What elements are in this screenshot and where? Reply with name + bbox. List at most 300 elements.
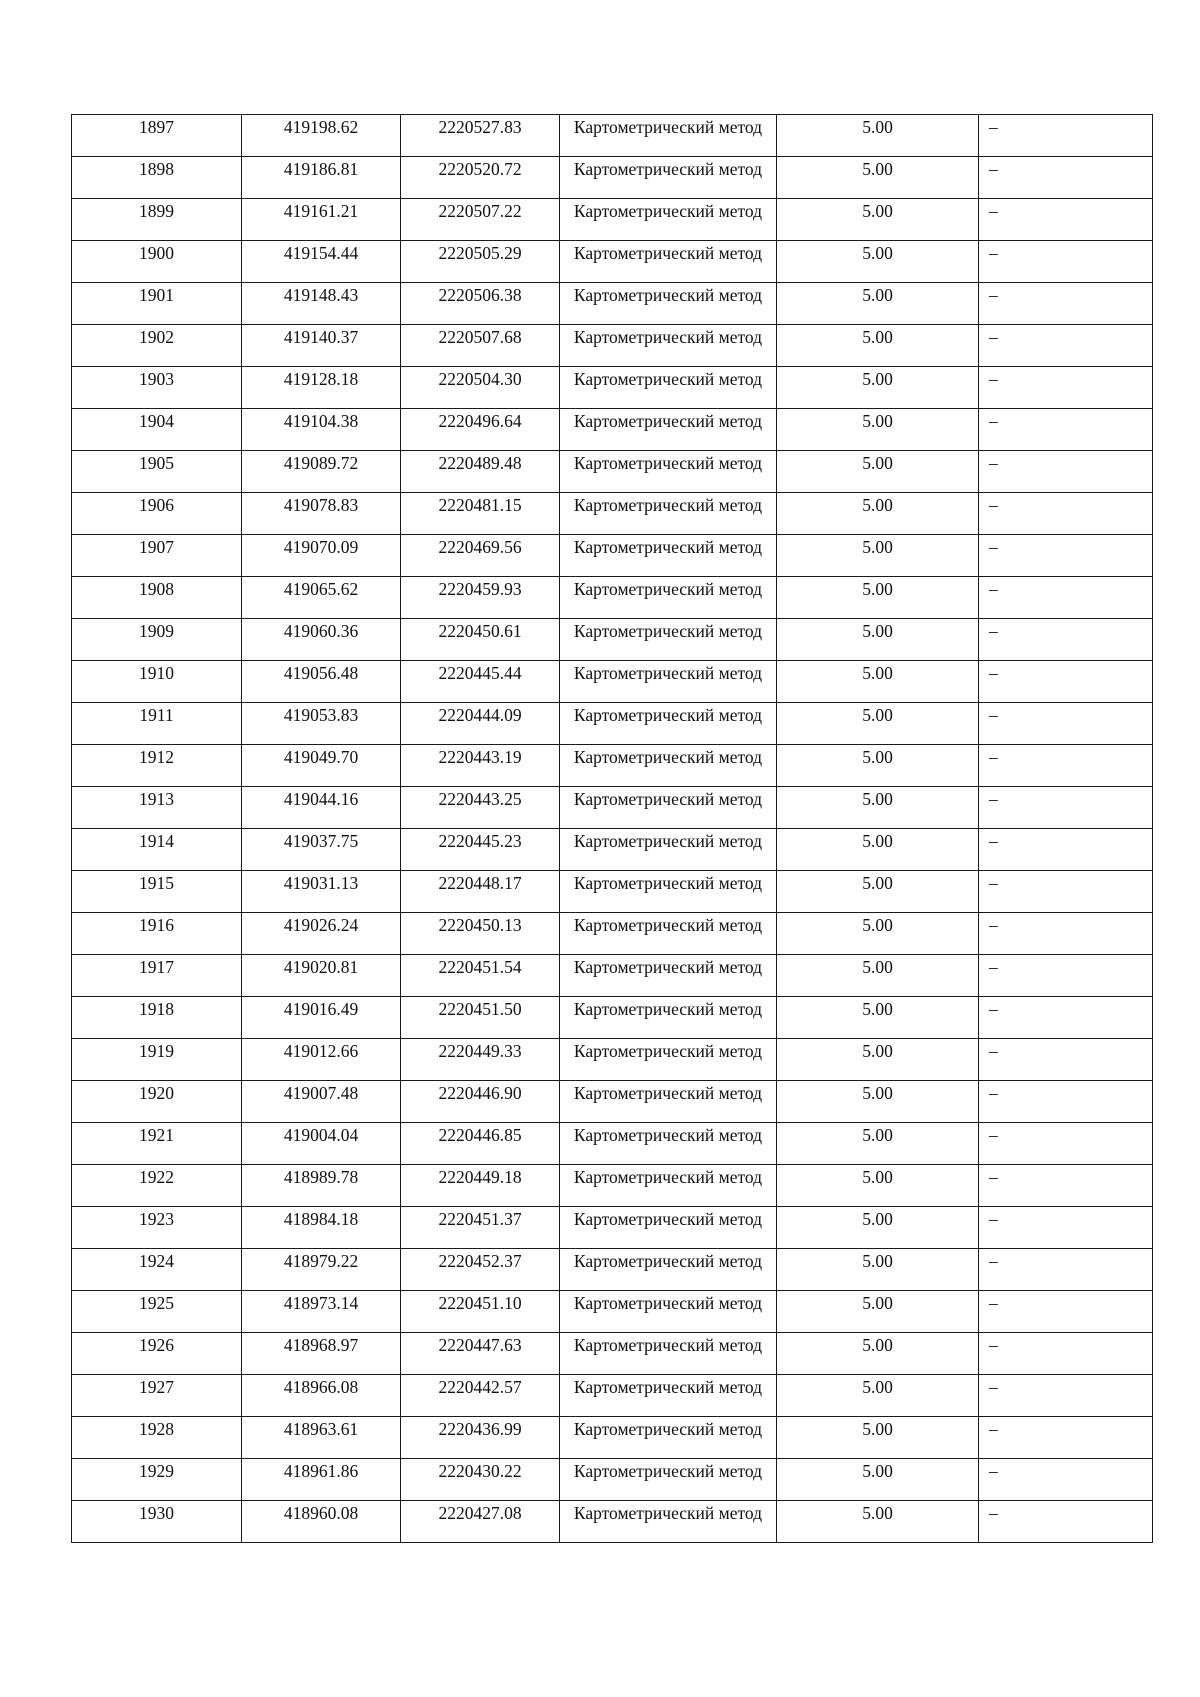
point-number-cell [72,997,242,1039]
point-number-cell [72,535,242,577]
y-coordinate-cell [401,577,560,619]
method-cell [560,1375,777,1417]
method-cell-text: Картометрический метод [573,1503,763,1523]
y-coordinate-cell-text: 2220442.57 [438,1377,522,1397]
accuracy-cell [777,1207,979,1249]
note-cell-text: – [989,1293,998,1313]
accuracy-cell [777,493,979,535]
x-coordinate-cell-text: 419070.09 [283,537,359,557]
note-cell [979,661,1153,703]
y-coordinate-cell-text: 2220451.37 [438,1209,522,1229]
y-coordinate-cell [401,1207,560,1249]
point-number-cell-text: 1921 [139,1125,174,1145]
accuracy-cell-text: 5.00 [862,327,893,347]
y-coordinate-cell-text: 2220448.17 [438,873,522,893]
accuracy-cell [777,1039,979,1081]
point-number-cell-text: 1905 [139,453,174,473]
point-number-cell-text: 1900 [139,243,174,263]
x-coordinate-cell [242,1249,401,1291]
note-cell-text: – [989,579,998,599]
table-row [72,1081,1153,1123]
x-coordinate-cell [242,325,401,367]
y-coordinate-cell [401,1291,560,1333]
method-cell-text: Картометрический метод [573,915,763,935]
x-coordinate-cell-text: 419128.18 [283,369,359,389]
method-cell-text: Картометрический метод [573,957,763,977]
table-row [72,283,1153,325]
table-row [72,1459,1153,1501]
x-coordinate-cell-text: 418968.97 [283,1335,359,1355]
y-coordinate-cell-text: 2220459.93 [438,579,522,599]
method-cell-text: Картометрический метод [573,831,763,851]
y-coordinate-cell [401,1123,560,1165]
table-row [72,241,1153,283]
x-coordinate-cell [242,829,401,871]
y-coordinate-cell [401,451,560,493]
table-row [72,661,1153,703]
point-number-cell-text: 1910 [139,663,174,683]
x-coordinate-cell-text: 419089.72 [283,453,359,473]
x-coordinate-cell-text: 419161.21 [283,201,359,221]
method-cell-text: Картометрический метод [573,453,763,473]
point-number-cell-text: 1902 [139,327,174,347]
y-coordinate-cell-text: 2220430.22 [438,1461,522,1481]
accuracy-cell-text: 5.00 [862,705,893,725]
note-cell-text: – [989,1167,998,1187]
point-number-cell-text: 1898 [139,159,174,179]
x-coordinate-cell [242,619,401,661]
x-coordinate-cell [242,1207,401,1249]
y-coordinate-cell [401,913,560,955]
point-number-cell [72,157,242,199]
method-cell [560,535,777,577]
note-cell-text: – [989,453,998,473]
point-number-cell [72,745,242,787]
method-cell-text: Картометрический метод [573,789,763,809]
accuracy-cell-text: 5.00 [862,159,893,179]
y-coordinate-cell-text: 2220451.10 [438,1293,522,1313]
method-cell [560,1417,777,1459]
accuracy-cell [777,325,979,367]
accuracy-cell [777,787,979,829]
note-cell [979,1165,1153,1207]
y-coordinate-cell [401,1039,560,1081]
accuracy-cell-text: 5.00 [862,1419,893,1439]
note-cell [979,199,1153,241]
point-number-cell-text: 1917 [139,957,174,977]
method-cell [560,871,777,913]
accuracy-cell-text: 5.00 [862,1167,893,1187]
accuracy-cell [777,1123,979,1165]
note-cell-text: – [989,621,998,641]
y-coordinate-cell-text: 2220449.18 [438,1167,522,1187]
method-cell-text: Картометрический метод [573,873,763,893]
point-number-cell-text: 1909 [139,621,174,641]
x-coordinate-cell [242,1039,401,1081]
point-number-cell [72,1249,242,1291]
point-number-cell [72,1165,242,1207]
x-coordinate-cell [242,1375,401,1417]
accuracy-cell [777,1081,979,1123]
note-cell-text: – [989,873,998,893]
table-row [72,577,1153,619]
accuracy-cell [777,157,979,199]
method-cell [560,1249,777,1291]
x-coordinate-cell [242,1417,401,1459]
y-coordinate-cell-text: 2220450.13 [438,915,522,935]
x-coordinate-cell-text: 419140.37 [283,327,359,347]
y-coordinate-cell-text: 2220447.63 [438,1335,522,1355]
method-cell-text: Картометрический метод [573,999,763,1019]
x-coordinate-cell [242,577,401,619]
accuracy-cell-text: 5.00 [862,201,893,221]
table-row [72,703,1153,745]
table-row [72,955,1153,997]
table-row [72,1207,1153,1249]
note-cell [979,451,1153,493]
table-row [72,409,1153,451]
method-cell [560,745,777,787]
note-cell [979,493,1153,535]
method-cell [560,325,777,367]
accuracy-cell [777,241,979,283]
point-number-cell-text: 1923 [139,1209,174,1229]
note-cell-text: – [989,243,998,263]
method-cell-text: Картометрический метод [573,1041,763,1061]
y-coordinate-cell [401,1165,560,1207]
x-coordinate-cell-text: 419007.48 [283,1083,359,1103]
note-cell [979,241,1153,283]
point-number-cell [72,661,242,703]
accuracy-cell-text: 5.00 [862,1251,893,1271]
accuracy-cell-text: 5.00 [862,621,893,641]
accuracy-cell-text: 5.00 [862,873,893,893]
method-cell-text: Картометрический метод [573,705,763,725]
table-row [72,1501,1153,1543]
table-row [72,367,1153,409]
y-coordinate-cell [401,661,560,703]
note-cell [979,1375,1153,1417]
point-number-cell [72,199,242,241]
x-coordinate-cell [242,157,401,199]
y-coordinate-cell [401,493,560,535]
note-cell [979,1207,1153,1249]
method-cell [560,451,777,493]
point-number-cell-text: 1916 [139,915,174,935]
accuracy-cell [777,535,979,577]
point-number-cell [72,325,242,367]
accuracy-cell [777,1501,979,1543]
point-number-cell-text: 1927 [139,1377,174,1397]
point-number-cell [72,1501,242,1543]
y-coordinate-cell [401,619,560,661]
accuracy-cell-text: 5.00 [862,1377,893,1397]
method-cell [560,1459,777,1501]
y-coordinate-cell [401,745,560,787]
accuracy-cell [777,1375,979,1417]
note-cell [979,115,1153,157]
x-coordinate-cell-text: 418973.14 [283,1293,359,1313]
method-cell [560,955,777,997]
note-cell-text: – [989,327,998,347]
point-number-cell [72,829,242,871]
accuracy-cell-text: 5.00 [862,1293,893,1313]
accuracy-cell-text: 5.00 [862,1461,893,1481]
table-row [72,1375,1153,1417]
y-coordinate-cell-text: 2220504.30 [438,369,522,389]
point-number-cell-text: 1913 [139,789,174,809]
table-row [72,913,1153,955]
accuracy-cell [777,661,979,703]
table-row [72,619,1153,661]
note-cell [979,535,1153,577]
y-coordinate-cell [401,367,560,409]
method-cell-text: Картометрический метод [573,285,763,305]
note-cell [979,913,1153,955]
x-coordinate-cell-text: 419148.43 [283,285,359,305]
point-number-cell [72,1459,242,1501]
x-coordinate-cell [242,1291,401,1333]
method-cell-text: Картометрический метод [573,1125,763,1145]
accuracy-cell [777,283,979,325]
point-number-cell-text: 1924 [139,1251,174,1271]
note-cell [979,1081,1153,1123]
table-row [72,1249,1153,1291]
point-number-cell-text: 1912 [139,747,174,767]
accuracy-cell-text: 5.00 [862,1125,893,1145]
note-cell-text: – [989,1377,998,1397]
accuracy-cell-text: 5.00 [862,789,893,809]
x-coordinate-cell [242,409,401,451]
method-cell [560,829,777,871]
x-coordinate-cell-text: 419004.04 [283,1125,359,1145]
point-number-cell-text: 1928 [139,1419,174,1439]
note-cell-text: – [989,1419,998,1439]
y-coordinate-cell-text: 2220444.09 [438,705,522,725]
note-cell [979,1417,1153,1459]
x-coordinate-cell [242,493,401,535]
accuracy-cell-text: 5.00 [862,831,893,851]
y-coordinate-cell [401,409,560,451]
y-coordinate-cell-text: 2220507.22 [438,201,522,221]
table-row [72,493,1153,535]
point-number-cell [72,409,242,451]
point-number-cell-text: 1908 [139,579,174,599]
point-number-cell-text: 1918 [139,999,174,1019]
accuracy-cell-text: 5.00 [862,453,893,473]
y-coordinate-cell-text: 2220452.37 [438,1251,522,1271]
x-coordinate-cell-text: 418963.61 [283,1419,359,1439]
x-coordinate-cell [242,115,401,157]
x-coordinate-cell [242,1333,401,1375]
y-coordinate-cell-text: 2220505.29 [438,243,522,263]
accuracy-cell [777,577,979,619]
accuracy-cell-text: 5.00 [862,285,893,305]
table-row [72,1123,1153,1165]
method-cell-text: Картометрический метод [573,159,763,179]
y-coordinate-cell-text: 2220451.50 [438,999,522,1019]
method-cell [560,1039,777,1081]
x-coordinate-cell [242,451,401,493]
method-cell [560,1165,777,1207]
accuracy-cell [777,955,979,997]
table-row [72,829,1153,871]
x-coordinate-cell [242,283,401,325]
point-number-cell-text: 1897 [139,117,174,137]
note-cell-text: – [989,1041,998,1061]
note-cell-text: – [989,747,998,767]
point-number-cell [72,1417,242,1459]
x-coordinate-cell [242,955,401,997]
point-number-cell [72,619,242,661]
x-coordinate-cell-text: 419053.83 [283,705,359,725]
x-coordinate-cell [242,1459,401,1501]
point-number-cell-text: 1899 [139,201,174,221]
note-cell [979,157,1153,199]
note-cell-text: – [989,705,998,725]
accuracy-cell-text: 5.00 [862,663,893,683]
y-coordinate-cell [401,997,560,1039]
table-row [72,871,1153,913]
x-coordinate-cell-text: 419037.75 [283,831,359,851]
method-cell [560,1123,777,1165]
y-coordinate-cell-text: 2220507.68 [438,327,522,347]
y-coordinate-cell-text: 2220427.08 [438,1503,522,1523]
accuracy-cell-text: 5.00 [862,747,893,767]
point-number-cell [72,913,242,955]
y-coordinate-cell-text: 2220443.25 [438,789,522,809]
table-row [72,1333,1153,1375]
y-coordinate-cell-text: 2220436.99 [438,1419,522,1439]
x-coordinate-cell-text: 419065.62 [283,579,359,599]
note-cell-text: – [989,411,998,431]
method-cell [560,367,777,409]
note-cell-text: – [989,537,998,557]
y-coordinate-cell [401,115,560,157]
table-row [72,997,1153,1039]
point-number-cell [72,577,242,619]
y-coordinate-cell-text: 2220451.54 [438,957,522,977]
coordinates-table [71,114,1153,1543]
y-coordinate-cell-text: 2220445.44 [438,663,522,683]
x-coordinate-cell [242,913,401,955]
y-coordinate-cell [401,1375,560,1417]
accuracy-cell-text: 5.00 [862,1041,893,1061]
y-coordinate-cell-text: 2220496.64 [438,411,522,431]
x-coordinate-cell-text: 419044.16 [283,789,359,809]
accuracy-cell [777,997,979,1039]
method-cell-text: Картометрический метод [573,495,763,515]
y-coordinate-cell [401,241,560,283]
table-row [72,787,1153,829]
point-number-cell [72,283,242,325]
note-cell [979,871,1153,913]
y-coordinate-cell [401,1417,560,1459]
method-cell-text: Картометрический метод [573,369,763,389]
x-coordinate-cell-text: 419016.49 [283,999,359,1019]
x-coordinate-cell [242,997,401,1039]
method-cell [560,493,777,535]
method-cell-text: Картометрический метод [573,1419,763,1439]
accuracy-cell [777,1165,979,1207]
method-cell [560,157,777,199]
method-cell [560,577,777,619]
accuracy-cell-text: 5.00 [862,957,893,977]
x-coordinate-cell [242,1501,401,1543]
table-row [72,325,1153,367]
x-coordinate-cell [242,787,401,829]
note-cell [979,997,1153,1039]
accuracy-cell [777,1249,979,1291]
method-cell-text: Картометрический метод [573,201,763,221]
accuracy-cell-text: 5.00 [862,999,893,1019]
y-coordinate-cell-text: 2220469.56 [438,537,522,557]
accuracy-cell-text: 5.00 [862,915,893,935]
point-number-cell-text: 1929 [139,1461,174,1481]
point-number-cell-text: 1915 [139,873,174,893]
accuracy-cell-text: 5.00 [862,537,893,557]
point-number-cell-text: 1920 [139,1083,174,1103]
y-coordinate-cell [401,955,560,997]
point-number-cell [72,1123,242,1165]
table-row [72,1039,1153,1081]
point-number-cell-text: 1925 [139,1293,174,1313]
note-cell-text: – [989,915,998,935]
method-cell [560,1333,777,1375]
x-coordinate-cell-text: 418960.08 [283,1503,359,1523]
point-number-cell [72,1333,242,1375]
note-cell-text: – [989,1083,998,1103]
accuracy-cell [777,199,979,241]
method-cell [560,619,777,661]
method-cell-text: Картометрический метод [573,117,763,137]
note-cell-text: – [989,495,998,515]
y-coordinate-cell [401,157,560,199]
table-row [72,199,1153,241]
note-cell [979,955,1153,997]
accuracy-cell [777,409,979,451]
method-cell-text: Картометрический метод [573,1083,763,1103]
note-cell-text: – [989,1503,998,1523]
point-number-cell [72,1291,242,1333]
method-cell-text: Картометрический метод [573,1251,763,1271]
x-coordinate-cell-text: 418966.08 [283,1377,359,1397]
y-coordinate-cell-text: 2220506.38 [438,285,522,305]
method-cell-text: Картометрический метод [573,1167,763,1187]
method-cell-text: Картометрический метод [573,1209,763,1229]
note-cell [979,1291,1153,1333]
method-cell [560,703,777,745]
note-cell-text: – [989,831,998,851]
note-cell-text: – [989,1125,998,1145]
point-number-cell [72,703,242,745]
x-coordinate-cell-text: 419078.83 [283,495,359,515]
method-cell-text: Картометрический метод [573,243,763,263]
x-coordinate-cell-text: 419056.48 [283,663,359,683]
accuracy-cell [777,745,979,787]
method-cell [560,1207,777,1249]
point-number-cell-text: 1922 [139,1167,174,1187]
point-number-cell-text: 1926 [139,1335,174,1355]
x-coordinate-cell [242,661,401,703]
accuracy-cell [777,451,979,493]
point-number-cell [72,1207,242,1249]
method-cell [560,1291,777,1333]
x-coordinate-cell-text: 418989.78 [283,1167,359,1187]
y-coordinate-cell [401,1081,560,1123]
note-cell [979,1123,1153,1165]
y-coordinate-cell-text: 2220489.48 [438,453,522,473]
